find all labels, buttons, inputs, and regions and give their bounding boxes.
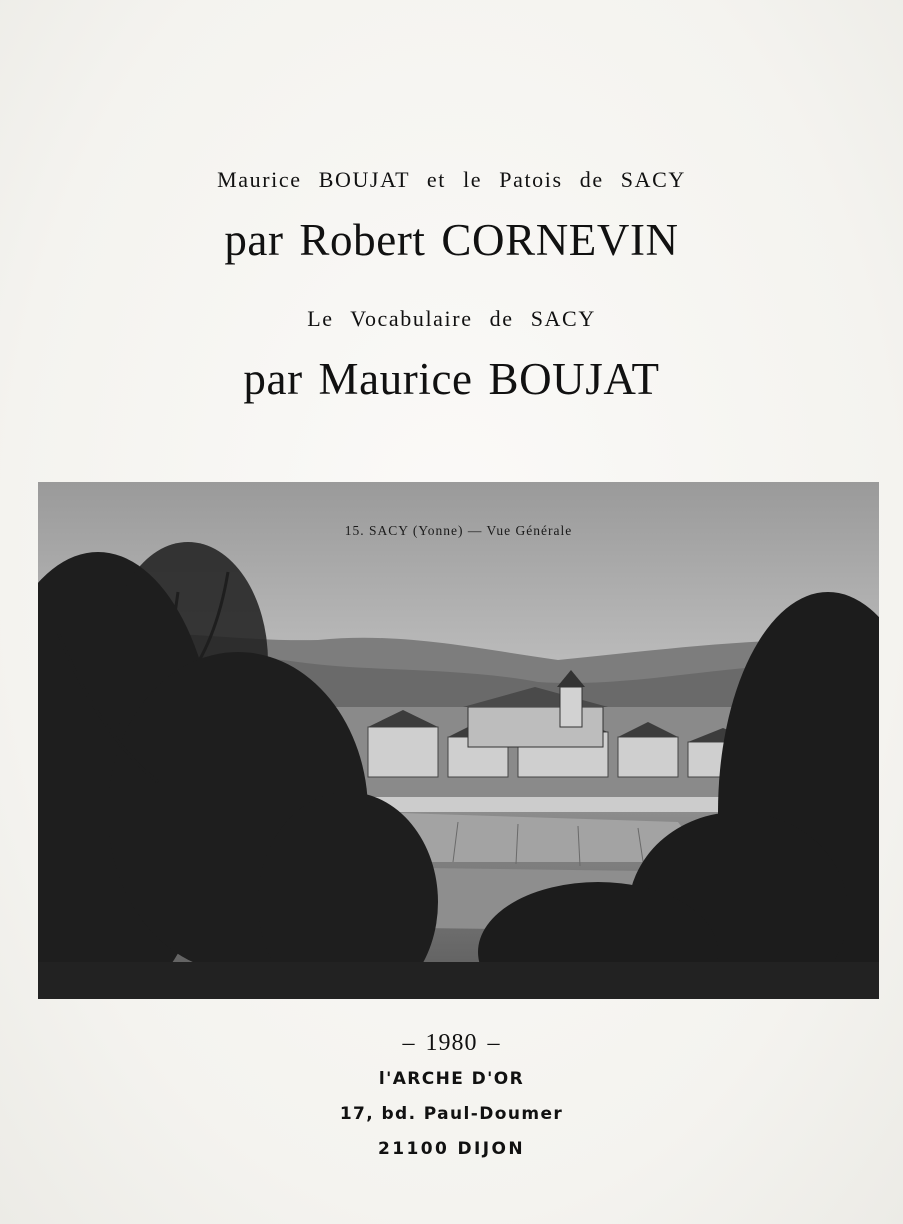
publisher-name: l'ARCHE D'OR — [378, 1069, 525, 1089]
dash-left: – — [402, 1030, 416, 1056]
village-photograph — [38, 482, 879, 999]
publication-year: 1980 — [425, 1030, 478, 1056]
photo-caption: 15. SACY (Yonne) — Vue Générale — [344, 523, 573, 538]
publication-year-line — [0, 1030, 903, 1057]
cover-subtitle-2: Le Vocabulaire de SACY — [307, 306, 596, 331]
village-landscape-illustration — [38, 482, 879, 999]
dash-right: – — [487, 1030, 501, 1056]
publisher-address: 17, bd. Paul-Doumer — [339, 1104, 564, 1124]
publisher-city: 21100 DIJON — [378, 1139, 525, 1159]
cover-author-2: par Maurice BOUJAT — [243, 354, 660, 404]
cover-author-1: par Robert CORNEVIN — [224, 215, 679, 265]
cover-subtitle-1: Maurice BOUJAT et le Patois de SACY — [217, 167, 686, 192]
